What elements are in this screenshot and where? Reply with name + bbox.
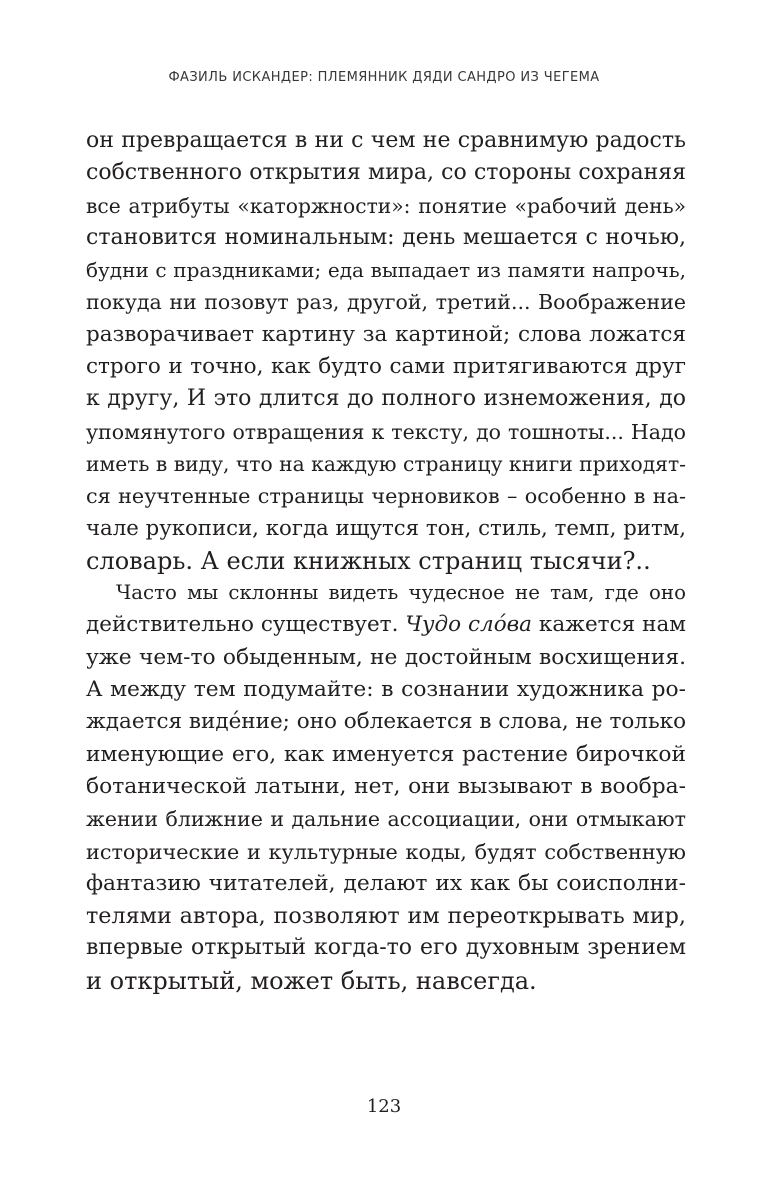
text-line: к другу, И это длится до полного изнеможения, до	[86, 386, 686, 412]
text-line: ботанической латыни, нет, они вызывают в вообра-	[86, 773, 686, 799]
text-line: будни с праздниками; еда выпадает из памяти напрочь,	[86, 258, 686, 283]
text-line: именующие его, как именуется растение бирочкой	[86, 741, 686, 767]
text-line: упомянутого отвращения к тексту, до тошноты... Надо	[86, 419, 686, 444]
text-segment: кажется нам	[531, 612, 686, 638]
text-line: покуда ни позовут раз, другой, третий... Воображение	[86, 290, 686, 315]
text-line: жении ближние и дальние ассоциации, они отмыкают	[86, 807, 686, 832]
text-line: чале рукописи, когда ищутся тон, стиль, темп, ритм,	[86, 515, 686, 541]
text-line: телями автора, позволяют им переоткрывать мир,	[86, 903, 686, 930]
page-number: 123	[366, 1096, 402, 1117]
text-line: становится номинальным: день мешается с ночью,	[86, 224, 686, 250]
text-line: собственного открытия мира, со стороны сохраняя	[86, 160, 686, 186]
text-line: исторические и культурные коды, будят собственную	[86, 839, 686, 864]
text-line: словарь. А если книжных страниц тысячи?..	[86, 546, 651, 575]
text-line: он превращается в ни с чем не сравнимую радость	[86, 128, 686, 153]
text-line: фантазию читателей, делают их как бы соисполни-	[86, 870, 686, 896]
text-line: строго и точно, как будто сами притягиваются друг	[86, 354, 686, 380]
text-line: впервые открытый когда-то его духовным зрением	[86, 935, 686, 961]
body-text	[86, 125, 686, 997]
running-title: ФАЗИЛЬ ИСКАНДЕР: ПЛЕМЯННИК ДЯДИ САНДРО ИЗ ЧЕГЕМА	[168, 70, 600, 85]
text-line: ждается виде́ние; оно облекается в слова, не только	[86, 709, 687, 735]
text-line: все атрибуты «каторжности»: понятие «рабочий день»	[86, 193, 686, 218]
italic-phrase: Чудо сло́ва	[405, 612, 532, 638]
text-line: и открытый, может быть, навсегда.	[86, 966, 537, 995]
text-line: ся неучтенные страницы черновиков – особенно в на-	[86, 484, 686, 509]
text-line: иметь в виду, что на каждую страницу книги приходят-	[86, 451, 686, 476]
text-line: уже чем-то обыденным, не достойным восхищения.	[86, 644, 686, 670]
text-line: А между тем подумайте: в сознании художника ро-	[86, 677, 686, 703]
text-line-with-italic	[86, 609, 686, 641]
text-line-indented: Часто мы склонны видеть чудесное не там, где оно	[116, 581, 686, 605]
text-segment: действительно существует.	[86, 612, 406, 638]
text-line: разворачивает картину за картиной; слова ложатся	[86, 321, 686, 347]
